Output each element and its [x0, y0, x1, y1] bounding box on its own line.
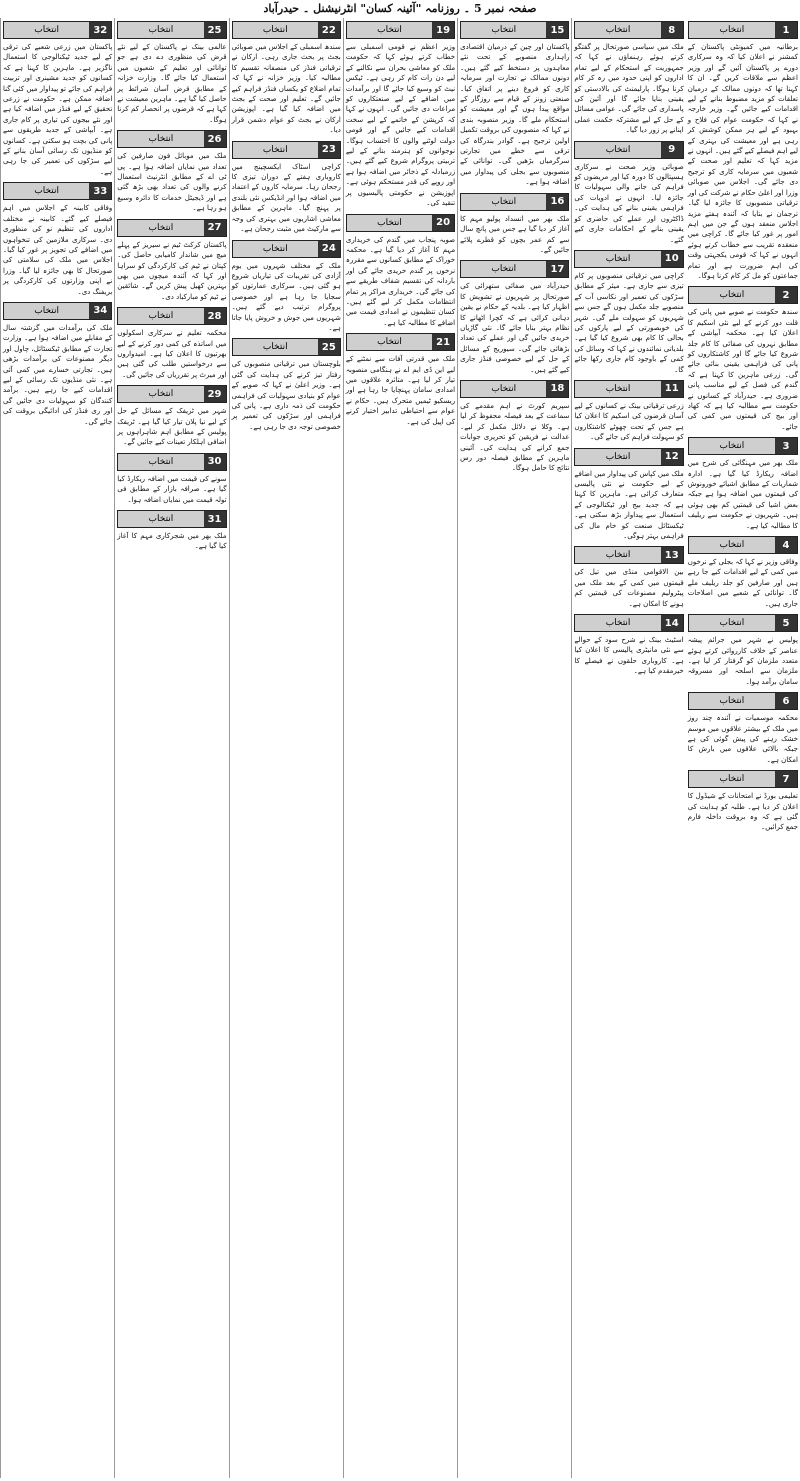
- badge-label: انتخاب: [689, 615, 775, 631]
- item-badge: [574, 141, 683, 159]
- item-badge: [232, 338, 341, 356]
- badge-label: انتخاب: [233, 241, 318, 257]
- item-number: 14: [661, 615, 683, 631]
- item-text: ملک بھر میں شجرکاری مہم کا آغاز کیا گیا ہے۔: [117, 532, 227, 551]
- item-number: 33: [89, 183, 111, 199]
- item-number: 1: [775, 22, 797, 38]
- badge-label: انتخاب: [118, 131, 203, 147]
- item-badge: [688, 21, 798, 39]
- news-item: [460, 380, 569, 474]
- badge-label: انتخاب: [347, 22, 432, 38]
- item-badge: [574, 614, 683, 632]
- item-badge: [460, 193, 569, 211]
- badge-label: انتخاب: [575, 22, 660, 38]
- item-number: 32: [89, 22, 111, 38]
- news-item: [688, 770, 798, 833]
- item-text: ملک بھر میں مہنگائی کی شرح میں اضافہ ریکارڈ کیا گیا ہے۔ ادارہ شماریات کے مطابق اشیائے خورونوش کی قیمتوں میں اضافہ ہوا ہے جبکہ بعض اشیا کی قیمتیں کم بھی ہوئی ہیں۔ شہریوں نے حکومت سے ریلیف کا مطالبہ کیا ہے۔: [687, 459, 798, 530]
- item-number: 25: [318, 339, 340, 355]
- item-badge: [346, 333, 455, 351]
- news-item: [232, 141, 341, 235]
- item-badge: [460, 380, 569, 398]
- item-badge: [117, 219, 226, 237]
- badge-label: انتخاب: [461, 261, 546, 277]
- item-number: 34: [89, 303, 111, 319]
- badge-label: انتخاب: [118, 386, 203, 402]
- item-number: 2: [775, 287, 797, 303]
- item-badge: [574, 21, 683, 39]
- item-number: 3: [775, 438, 797, 454]
- item-number: 20: [432, 215, 454, 231]
- item-text: وفاقی کابینہ کے اجلاس میں اہم فیصلے کیے گئے۔ کابینہ نے مختلف اداروں کی تنظیم نو کی منظوری دی۔ سرکاری ملازمین کی تنخواہوں میں اضافے کی تجویز پر غور کیا گیا۔ اجلاس میں ملک کی سلامتی کی صورتحال کا بھی جائزہ لیا گیا۔ وزرا نے اپنی وزارتوں کی کارکردگی پر بریفنگ دی۔: [3, 204, 113, 296]
- badge-label: انتخاب: [575, 142, 660, 158]
- news-item: [688, 536, 798, 609]
- item-badge: [688, 614, 798, 632]
- news-item: [117, 453, 226, 505]
- item-badge: [117, 307, 226, 325]
- badge-label: انتخاب: [689, 287, 775, 303]
- item-number: 6: [775, 693, 797, 709]
- item-text: ملک کے مختلف شہروں میں یوم آزادی کی تقریبات کی تیاریاں شروع ہو گئی ہیں۔ سرکاری عمارتوں کو سجایا جا رہا ہے اور خصوصی پروگرام ترتیب دیے گئے ہیں۔ شہریوں میں جوش و خروش پایا جاتا ہے۔: [231, 261, 341, 332]
- item-text: اسٹیٹ بینک نے شرح سود کے حوالے سے نئی مانیٹری پالیسی کا اعلان کیا ہے۔ کاروباری حلقوں نے فیصلے کا خیرمقدم کیا ہے۔: [574, 636, 684, 676]
- badge-label: انتخاب: [347, 215, 432, 231]
- news-item: [688, 614, 798, 687]
- news-item: [3, 302, 112, 427]
- badge-label: انتخاب: [575, 381, 660, 397]
- item-text: پاکستان اور چین کے درمیان اقتصادی راہداری منصوبے کے تحت نئے معاہدوں پر دستخط کیے گئے ہیں۔ دونوں ممالک نے تجارت اور سرمایہ کاری کو فروغ دینے پر اتفاق کیا۔ صنعتی زونز کے قیام سے روزگار کے مواقع پیدا ہوں گے اور معیشت کو استحکام ملے گا۔ وزیر منصوبہ بندی نے کہا کہ منصوبوں کی بروقت تکمیل اولین ترجیح ہے۔ گوادر بندرگاہ کی ترقی سے خطے میں تجارتی سرگرمیاں بڑھیں گی۔ توانائی کے منصوبوں سے بجلی کی پیداوار میں اضافہ ہوا ہے۔: [460, 43, 570, 187]
- news-item: [117, 385, 226, 448]
- news-column: [457, 18, 571, 1478]
- item-text: سندھ اسمبلی کے اجلاس میں صوبائی بجٹ پر بحث جاری رہی۔ ارکان نے ترقیاتی فنڈز کی منصفانہ تقسیم کا مطالبہ کیا۔ وزیر خزانہ نے کہا کہ تمام اضلاع کو یکساں فنڈز فراہم کیے جائیں گے۔ تعلیم اور صحت کے بجٹ میں اضافہ کیا گیا ہے۔ اپوزیشن ارکان نے بجٹ کو عوام دشمن قرار دیا۔: [231, 43, 341, 135]
- item-number: 19: [432, 22, 454, 38]
- news-item: [117, 130, 226, 213]
- news-item: [574, 380, 683, 443]
- page-masthead: صفحہ نمبر 5 ۔ روزنامہ "آئینہ کسان" انٹرنیشنل ۔ حیدرآباد: [263, 2, 537, 15]
- news-item: [574, 141, 683, 245]
- item-text: سپریم کورٹ نے اہم مقدمے کی سماعت کے بعد فیصلہ محفوظ کر لیا ہے۔ وکلا نے دلائل مکمل کر لیے۔ عدالت نے فریقین کو تحریری جوابات جمع کرانے کی ہدایت کی۔ آئینی ماہرین کے مطابق فیصلہ دور رس نتائج کا حامل ہوگا۔: [460, 401, 570, 473]
- item-text: عالمی بینک نے پاکستان کے لیے نئے قرض کی منظوری دے دی ہے جو توانائی اور تعلیم کے شعبوں میں استعمال کیا جائے گا۔ وزارت خزانہ کے مطابق قرض آسان شرائط پر حاصل کیا گیا ہے۔ ماہرین معیشت نے کہا ہے کہ قرضوں پر انحصار کم کرنا ہوگا۔: [117, 43, 227, 124]
- item-text: سونے کی قیمت میں اضافہ ریکارڈ کیا گیا ہے۔ صرافہ بازار کے مطابق فی تولہ قیمت میں نمایاں اضافہ ہوا۔: [117, 474, 227, 504]
- news-column: [229, 18, 343, 1478]
- badge-label: انتخاب: [575, 547, 660, 563]
- news-item: [460, 21, 569, 188]
- item-badge: [688, 536, 798, 554]
- item-number: 12: [661, 449, 683, 465]
- item-badge: [117, 510, 226, 528]
- item-text: پولیس نے شہر میں جرائم پیشہ عناصر کے خلاف کارروائی کرتے ہوئے متعدد ملزمان کو گرفتار کر لیا ہے۔ ملزمان سے اسلحہ اور مسروقہ سامان برآمد ہوا۔: [687, 636, 798, 686]
- item-badge: [3, 302, 112, 320]
- item-number: 13: [661, 547, 683, 563]
- item-badge: [3, 21, 112, 39]
- badge-label: انتخاب: [4, 183, 89, 199]
- news-item: [117, 307, 226, 380]
- badge-label: انتخاب: [233, 339, 318, 355]
- item-badge: [460, 21, 569, 39]
- item-badge: [346, 21, 455, 39]
- item-number: 23: [318, 142, 340, 158]
- badge-label: انتخاب: [689, 438, 775, 454]
- news-column: [686, 18, 800, 1478]
- item-badge: [688, 286, 798, 304]
- item-number: 9: [661, 142, 683, 158]
- item-number: 5: [775, 615, 797, 631]
- item-badge: [688, 770, 798, 788]
- item-number: 18: [546, 381, 568, 397]
- badge-label: انتخاب: [118, 511, 203, 527]
- item-badge: [232, 141, 341, 159]
- news-item: [574, 250, 683, 375]
- item-badge: [688, 437, 798, 455]
- item-number: 26: [204, 131, 226, 147]
- news-item: [688, 437, 798, 531]
- item-badge: [346, 214, 455, 232]
- item-text: ملک میں کپاس کی پیداوار میں اضافے کے لیے حکومت نے نئی پالیسی متعارف کرائی ہے۔ ماہرین کا کہنا ہے کہ جدید بیج اور ٹیکنالوجی کے استعمال سے پیداوار بڑھ سکتی ہے۔ ٹیکسٹائل صنعت کو خام مال کی فراہمی بہتر ہوگی۔: [574, 469, 684, 541]
- item-badge: [3, 182, 112, 200]
- badge-label: انتخاب: [233, 22, 318, 38]
- item-text: ملک کی برآمدات میں گزشتہ سال کے مقابلے میں اضافہ ہوا ہے۔ وزارت تجارت کے مطابق ٹیکسٹائل، چاول اور دیگر مصنوعات کی برآمدات بڑھی ہیں۔ تجارتی خسارے میں کمی آئی ہے۔ نئی منڈیوں تک رسائی کے لیے اقدامات کیے جا رہے ہیں۔ برآمد کنندگان کو سہولیات دی جائیں گی اور ری فنڈز کی ادائیگی بروقت کی جائے گی۔: [3, 323, 113, 426]
- item-text: محکمہ موسمیات نے آئندہ چند روز میں ملک کے بیشتر علاقوں میں موسم خشک رہنے کی پیش گوئی کی ہے جبکہ بالائی علاقوں میں بارش کا امکان ہے۔: [687, 714, 798, 764]
- item-badge: [117, 385, 226, 403]
- news-item: [232, 338, 341, 432]
- badge-label: انتخاب: [689, 693, 775, 709]
- badge-label: انتخاب: [575, 449, 660, 465]
- item-text: صوبہ پنجاب میں گندم کی خریداری مہم کا آغاز کر دیا گیا ہے۔ محکمہ خوراک کے مطابق کسانوں سے مقررہ نرخوں پر گندم خریدی جائے گی اور باردانہ کی تقسیم شفاف طریقے سے کی جائے گی۔ خریداری مراکز پر تمام انتظامات مکمل کر لیے گئے ہیں۔ کسان تنظیموں نے امدادی قیمت میں اضافے کا مطالبہ کیا ہے۔: [345, 235, 456, 327]
- badge-label: انتخاب: [4, 22, 89, 38]
- item-number: 31: [204, 511, 226, 527]
- item-text: برطانیہ میں کمیونٹی پاکستان کے کمشنر نے اعلان کیا کہ وہ سرکاری دورے پر پاکستان آئیں گے اور وزیر اعظم سے ملاقات کریں گے۔ ان کا کہنا تھا کہ دونوں ممالک کے درمیان تعلقات کو مزید مضبوط بنانے کے لیے اقدامات کیے جائیں گے۔ وزیر خارجہ نے کہا کہ حکومت عوام کی فلاح و بہبود کے لیے ہر ممکن کوشش کر رہی ہے اور معیشت کی بہتری کے لیے اہم فیصلے کیے گئے ہیں۔ انہوں نے مزید کہا کہ تعلیم اور صحت کے شعبوں میں سرمایہ کاری کو ترجیح دی جائے گی۔ اجلاس میں صوبائی وزرا اور اعلیٰ حکام نے شرکت کی اور ترقیاتی منصوبوں کا جائزہ لیا گیا۔ ترجمان نے بتایا کہ آئندہ ہفتے مزید اجلاس منعقد ہوں گے جن میں اہم امور پر غور کیا جائے گا۔ کراچی میں منعقدہ تقریب سے خطاب کرتے ہوئے انہوں نے کہا کہ قومی یکجہتی وقت کی اہم ضرورت ہے اور تمام جماعتوں کو مل کر کام کرنا ہوگا۔: [687, 43, 798, 280]
- badge-label: انتخاب: [118, 220, 203, 236]
- news-item: [574, 614, 683, 677]
- item-text: تعلیمی بورڈ نے امتحانات کے شیڈول کا اعلان کر دیا ہے۔ طلبہ کو ہدایت کی گئی ہے کہ وہ بروقت داخلہ فارم جمع کرائیں۔: [687, 792, 798, 832]
- item-number: 7: [775, 771, 797, 787]
- news-item: [574, 448, 683, 542]
- badge-label: انتخاب: [4, 303, 89, 319]
- item-number: 11: [661, 381, 683, 397]
- news-item: [117, 219, 226, 302]
- item-text: وزیر اعظم نے قومی اسمبلی سے خطاب کرتے ہوئے کہا کہ حکومت ملک کو معاشی بحران سے نکالنے کے لیے دن رات کام کر رہی ہے۔ ٹیکس نیٹ کو وسیع کیا جائے گا اور برآمدات میں اضافے کے لیے صنعتکاروں کو مراعات دی جائیں گی۔ انہوں نے کہا کہ کرپشن کے خاتمے کے لیے سخت اقدامات کیے جائیں گے اور قومی دولت لوٹنے والوں کا احتساب ہوگا۔ نوجوانوں کو ہنرمند بنانے کے لیے تربیتی پروگرام شروع کیے گئے ہیں۔ زرمبادلہ کے ذخائر میں اضافہ ہوا ہے اور روپے کی قدر مستحکم ہوئی ہے۔ اپوزیشن نے حکومتی پالیسیوں پر تنقید کی۔: [345, 43, 456, 208]
- item-number: 22: [318, 22, 340, 38]
- news-item: [688, 286, 798, 432]
- badge-label: انتخاب: [689, 22, 775, 38]
- item-text: بلوچستان میں ترقیاتی منصوبوں کی رفتار تیز کرنے کی ہدایت کی گئی ہے۔ وزیر اعلیٰ نے کہا کہ صوبے کے عوام کو بنیادی سہولیات کی فراہمی حکومت کی ذمہ داری ہے۔ پانی کی فراہمی اور سڑکوں کی تعمیر پر خصوصی توجہ دی جا رہی ہے۔: [231, 360, 341, 431]
- item-text: حیدرآباد میں صفائی ستھرائی کی صورتحال پر شہریوں نے تشویش کا اظہار کیا ہے۔ بلدیہ کے حکام نے یقین دہانی کرائی ہے کہ کچرا اٹھانے کا نظام بہتر بنایا جائے گا۔ نئی گاڑیاں خریدی جائیں گی اور عملے کی تعداد بڑھائی جائے گی۔ سیوریج کے مسائل کے حل کے لیے خصوصی فنڈز جاری کیے گئے ہیں۔: [460, 282, 570, 374]
- item-text: سندھ حکومت نے صوبے میں پانی کی قلت دور کرنے کے لیے نئی اسکیم کا اعلان کیا ہے۔ محکمہ آبپاشی کے مطابق نہروں کی صفائی کا کام جلد شروع کیا جائے گا اور کاشتکاروں کو پانی کی فراہمی یقینی بنائی جائے گی۔ زرعی ماہرین کا کہنا ہے کہ گندم کی فصل کے لیے مناسب پانی ضروری ہے۔ حیدرآباد کے کسانوں نے حکومت سے مطالبہ کیا ہے کہ کھاد اور بیج کی قیمتوں میں کمی کی جائے۔: [687, 308, 798, 431]
- badge-label: انتخاب: [461, 194, 546, 210]
- item-number: 27: [204, 220, 226, 236]
- item-badge: [574, 546, 683, 564]
- news-column: [343, 18, 457, 1478]
- item-text: کراچی میں ترقیاتی منصوبوں پر کام تیزی سے جاری ہے۔ میئر کے مطابق سڑکوں کی تعمیر اور نکاسی آب کے منصوبے جلد مکمل ہوں گے جس سے شہریوں کو سہولت ملے گی۔ شہر کی خوبصورتی کے لیے پارکوں کی بحالی کا کام بھی شروع کیا گیا ہے۔ بلدیاتی نمائندوں نے کہا کہ وسائل کی کمی کے باوجود کام جاری رکھا جائے گا۔: [574, 271, 684, 374]
- badge-label: انتخاب: [575, 251, 660, 267]
- item-number: 29: [204, 386, 226, 402]
- item-text: ملک بھر میں انسداد پولیو مہم کا آغاز کر دیا گیا ہے جس میں پانچ سال سے کم عمر بچوں کو قطرے پلائے جائیں گے۔: [460, 214, 570, 254]
- news-item: [346, 21, 455, 209]
- item-number: 16: [546, 194, 568, 210]
- badge-label: انتخاب: [347, 334, 432, 350]
- news-item: [117, 21, 226, 125]
- item-text: ملک میں سیاسی صورتحال پر گفتگو کرتے ہوئے رہنماؤں نے کہا کہ جمہوریت کے استحکام کے لیے تمام اداروں کو اپنی حدود میں رہ کر کام کرنا ہوگا۔ پارلیمنٹ کی بالادستی کو یقینی بنایا جائے گا اور آئین کی پاسداری کی جائے گی۔ عوامی مسائل کے حل کے لیے مشترکہ حکمت عملی اپنانے پر زور دیا گیا۔: [574, 43, 684, 135]
- item-badge: [232, 21, 341, 39]
- badge-label: انتخاب: [689, 537, 775, 553]
- item-text: شہر میں ٹریفک کے مسائل کے حل کے لیے نیا پلان تیار کیا گیا ہے۔ ٹریفک پولیس کے مطابق اہم شاہراہوں پر اضافی اہلکار تعینات کیے جائیں گے۔: [117, 407, 227, 447]
- item-badge: [460, 260, 569, 278]
- item-badge: [117, 453, 226, 471]
- item-text: ملک میں موبائل فون صارفین کی تعداد میں نمایاں اضافہ ہوا ہے۔ پی ٹی اے کے مطابق انٹرنیٹ استعمال کرنے والوں کی تعداد بھی بڑھ گئی ہے اور ڈیجیٹل خدمات کا دائرہ وسیع ہو رہا ہے۔: [117, 152, 227, 213]
- item-badge: [117, 21, 226, 39]
- news-item: [346, 333, 455, 427]
- news-column: [114, 18, 228, 1478]
- news-item: [3, 21, 112, 177]
- item-number: 4: [775, 537, 797, 553]
- news-item: [460, 260, 569, 375]
- news-column: [0, 18, 114, 1478]
- badge-label: انتخاب: [461, 381, 546, 397]
- news-item: [232, 21, 341, 136]
- item-text: بین الاقوامی منڈی میں تیل کی قیمتوں میں کمی کے بعد ملک میں پیٹرولیم مصنوعات کی قیمتیں کم ہونے کا امکان ہے۔: [574, 568, 684, 608]
- item-text: ملک میں قدرتی آفات سے نمٹنے کے لیے این ڈی ایم اے نے ہنگامی منصوبہ تیار کر لیا ہے۔ متاثرہ علاقوں میں امدادی سامان پہنچایا جا رہا ہے اور ریسکیو ٹیمیں متحرک ہیں۔ حکام نے عوام سے احتیاطی تدابیر اختیار کرنے کی اپیل کی ہے۔: [345, 355, 456, 426]
- badge-label: انتخاب: [118, 22, 203, 38]
- item-number: 25: [204, 22, 226, 38]
- item-badge: [117, 130, 226, 148]
- item-number: 8: [661, 22, 683, 38]
- item-text: پاکستان کرکٹ ٹیم نے سیریز کے پہلے میچ میں شاندار کامیابی حاصل کی۔ کپتان نے ٹیم کی کارکردگی کو سراہا اور کہا کہ آئندہ میچوں میں بھی بہترین کھیل پیش کریں گے۔ شائقین نے ٹیم کو مبارکباد دی۔: [117, 240, 227, 301]
- news-item: [117, 510, 226, 552]
- badge-label: انتخاب: [118, 308, 203, 324]
- item-badge: [688, 692, 798, 710]
- item-text: پاکستان میں زرعی شعبے کی ترقی کے لیے جدید ٹیکنالوجی کا استعمال ناگزیر ہے۔ ماہرین کا کہنا ہے کہ کسانوں کو جدید مشینری اور تربیت فراہم کی جائے تو پیداوار میں کئی گنا اضافہ ممکن ہے۔ حکومت نے زرعی تحقیق کے لیے فنڈز میں اضافہ کیا ہے اور نئے بیجوں کی تیاری پر کام جاری ہے۔ آبپاشی کے جدید طریقوں سے پانی کی بچت ہو سکتی ہے۔ کسانوں کو منڈیوں تک رسائی آسان بنانے کے لیے سڑکوں کی تعمیر کی جا رہی ہے۔: [3, 43, 113, 176]
- news-item: [574, 546, 683, 609]
- item-number: 24: [318, 241, 340, 257]
- item-number: 28: [204, 308, 226, 324]
- badge-label: انتخاب: [461, 22, 546, 38]
- badge-label: انتخاب: [118, 454, 203, 470]
- item-text: وفاقی وزیر نے کہا کہ بجلی کے نرخوں میں کمی کے لیے اقدامات کیے جا رہے ہیں اور صارفین کو جلد ریلیف ملے گا۔ توانائی کے شعبے میں اصلاحات جاری ہیں۔: [687, 558, 798, 608]
- news-item: [460, 193, 569, 256]
- badge-label: انتخاب: [575, 615, 660, 631]
- news-item: [688, 21, 798, 281]
- item-number: 21: [432, 334, 454, 350]
- item-badge: [574, 448, 683, 466]
- item-number: 17: [546, 261, 568, 277]
- news-item: [3, 182, 112, 297]
- news-item: [688, 692, 798, 765]
- item-badge: [574, 380, 683, 398]
- badge-label: انتخاب: [689, 771, 775, 787]
- item-text: محکمہ تعلیم نے سرکاری اسکولوں میں اساتذہ کی کمی دور کرنے کے لیے بھرتیوں کا اعلان کیا ہے۔ امیدواروں سے درخواستیں طلب کی گئی ہیں اور میرٹ پر تقرریاں کی جائیں گی۔: [117, 329, 227, 379]
- item-badge: [232, 240, 341, 258]
- news-item: [346, 214, 455, 329]
- item-text: کراچی اسٹاک ایکسچینج میں کاروباری ہفتے کے دوران تیزی کا رجحان رہا۔ سرمایہ کاروں کے اعتماد میں اضافہ ہوا اور انڈیکس نئی بلندی پر پہنچ گیا۔ ماہرین کے مطابق معاشی اشاریوں میں بہتری کی وجہ سے مارکیٹ میں مثبت رجحان ہے۔: [231, 162, 341, 234]
- news-item: [232, 240, 341, 334]
- item-number: 30: [204, 454, 226, 470]
- item-text: زرعی ترقیاتی بینک نے کسانوں کے لیے آسان قرضوں کی اسکیم کا اعلان کیا ہے جس کے تحت چھوٹے کاشتکاروں کو سہولت فراہم کی جائے گی۔: [574, 401, 684, 442]
- item-text: صوبائی وزیر صحت نے سرکاری ہسپتالوں کا دورہ کیا اور مریضوں کو فراہم کی جانے والی سہولیات کا جائزہ لیا۔ انہوں نے ادویات کی فراہمی یقینی بنانے کی ہدایت کی۔ ڈاکٹروں اور عملے کی حاضری کو یقینی بنانے کے احکامات جاری کیے گئے۔: [574, 162, 684, 244]
- item-badge: [574, 250, 683, 268]
- item-number: 10: [661, 251, 683, 267]
- item-number: 15: [546, 22, 568, 38]
- badge-label: انتخاب: [233, 142, 318, 158]
- news-column: [571, 18, 685, 1478]
- news-item: [574, 21, 683, 136]
